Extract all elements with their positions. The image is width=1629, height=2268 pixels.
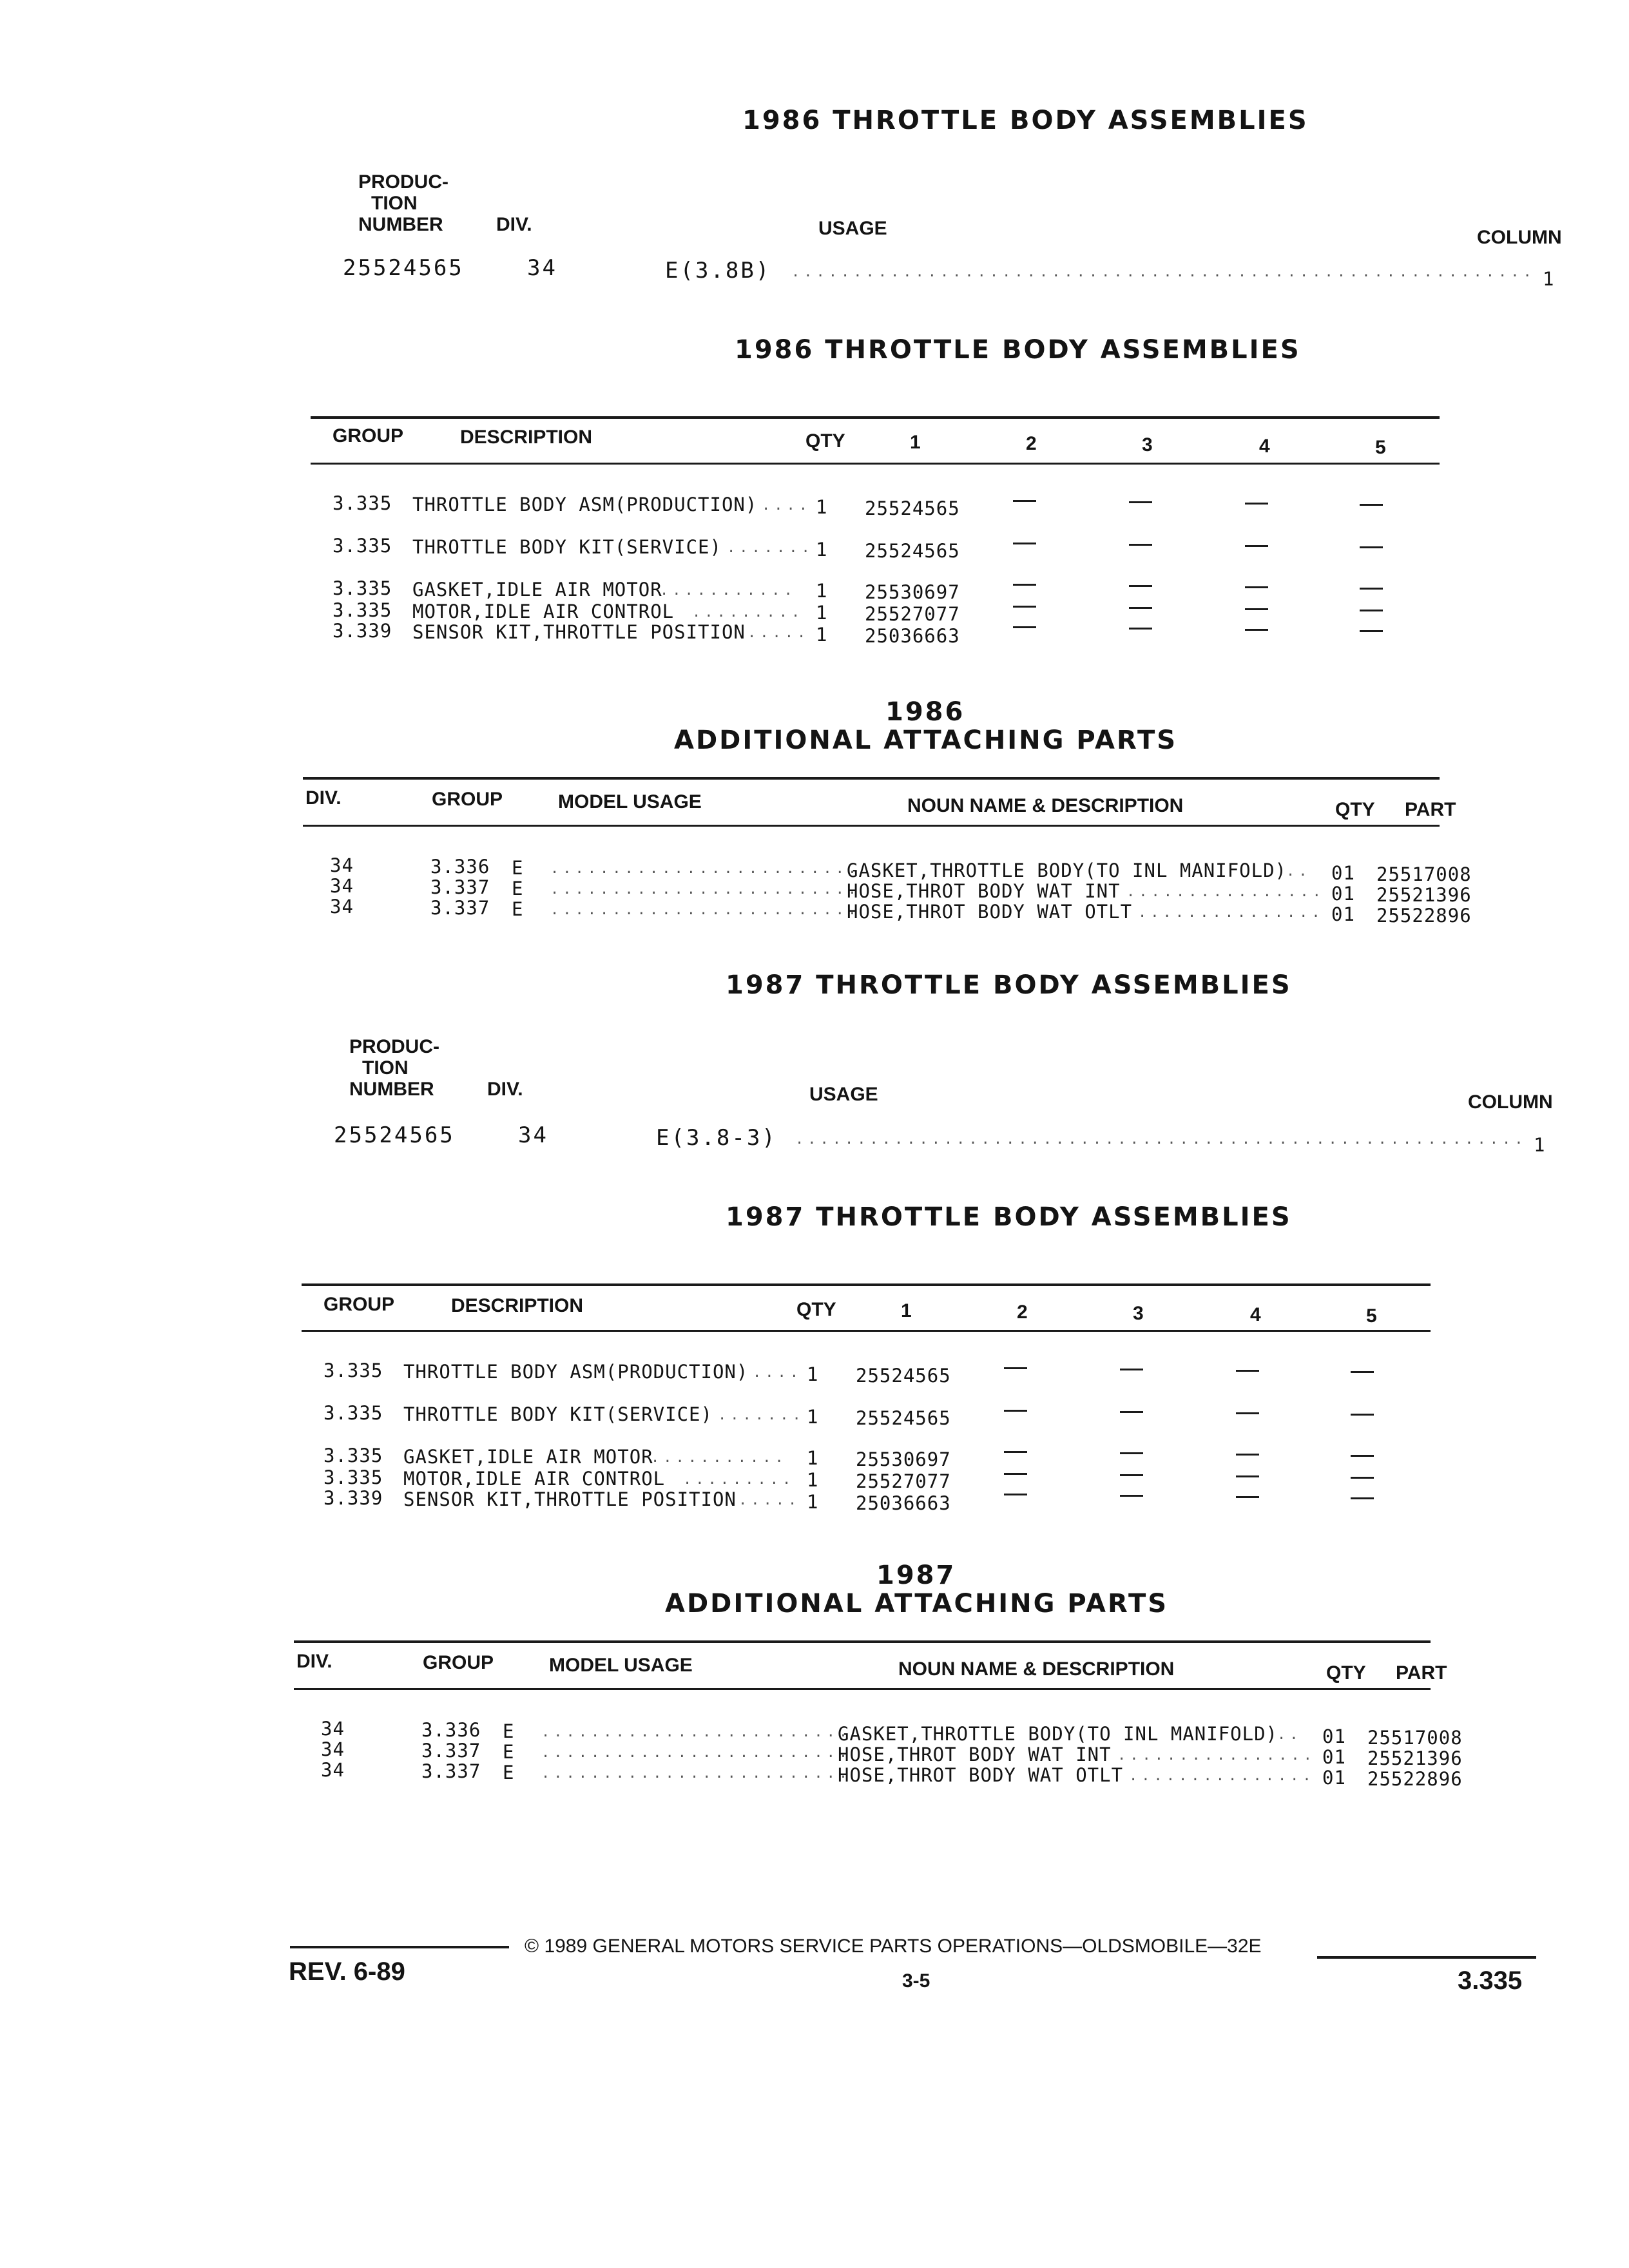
empty-cell-dash (1245, 586, 1268, 588)
qty-header: QTY (796, 1299, 836, 1320)
table-row-group: 3.335 (323, 1445, 383, 1466)
table-row-part: 25036663 (856, 1492, 951, 1514)
empty-cell-dash (1013, 500, 1036, 502)
column-5-header: 5 (1366, 1305, 1377, 1327)
table-row-noun: GASKET,THROTTLE BODY(TO INL MANIFOLD) (847, 860, 1287, 881)
table-row-description: THROTTLE BODY ASM(PRODUCTION) (412, 494, 758, 515)
empty-cell-dash (1013, 626, 1036, 628)
dot-leader: ..... (747, 625, 810, 641)
table-row-description: THROTTLE BODY ASM(PRODUCTION) (403, 1361, 749, 1383)
empty-cell-dash (1245, 608, 1268, 610)
production-column-1987: 1 (1534, 1134, 1546, 1156)
column-3-header: 3 (1142, 434, 1153, 456)
empty-cell-dash (1360, 546, 1383, 548)
column-4-header: 4 (1250, 1304, 1261, 1325)
table-row-qty: 01 (1322, 1725, 1346, 1747)
table-row-qty: 01 (1331, 862, 1355, 884)
table-row-description: SENSOR KIT,THROTTLE POSITION (412, 621, 746, 643)
empty-cell-dash (1236, 1370, 1259, 1372)
section-number: 3.335 (1458, 1966, 1523, 1995)
empty-cell-dash (1129, 628, 1152, 629)
empty-cell-dash (1120, 1411, 1143, 1413)
table-row-group: 3.335 (333, 535, 392, 557)
empty-cell-dash (1120, 1495, 1143, 1497)
table-row-group: 3.336 (421, 1719, 481, 1741)
additional-title-1986: ADDITIONAL ATTACHING PARTS (674, 726, 1178, 755)
additional-title-1987: ADDITIONAL ATTACHING PARTS (665, 1589, 1169, 1619)
table-rule-top (303, 777, 1440, 780)
dot-leader: ........... (651, 1450, 787, 1466)
table-row-part: 25517008 (1376, 863, 1472, 885)
div-header-1986: DIV. (496, 214, 532, 235)
table-row-part: 25521396 (1367, 1747, 1463, 1769)
empty-cell-dash (1129, 544, 1152, 546)
dot-leader: ............................................................ (791, 264, 1536, 280)
table-row-description: GASKET,IDLE AIR MOTOR (412, 579, 662, 601)
group-header: GROUP (323, 1294, 395, 1315)
table-row-usage: E (512, 857, 524, 879)
table-rule-header (311, 463, 1440, 465)
dot-leader: ............... (1138, 905, 1324, 921)
empty-cell-dash (1236, 1454, 1259, 1456)
table-row-usage: E (512, 878, 524, 899)
section-title-1987-assemblies: 1987 THROTTLE BODY ASSEMBLIES (726, 1202, 1292, 1232)
dot-leader: ......................... (541, 1724, 852, 1740)
part-header: PART (1405, 799, 1456, 820)
empty-cell-dash (1236, 1412, 1259, 1414)
group-header: GROUP (432, 789, 503, 810)
table-row-description: THROTTLE BODY KIT(SERVICE) (403, 1403, 713, 1425)
empty-cell-dash (1129, 585, 1152, 587)
dot-leader: ......................... (541, 1765, 852, 1782)
table-row-div: 34 (321, 1759, 345, 1781)
empty-cell-dash (1004, 1410, 1027, 1412)
div-header: DIV. (296, 1651, 333, 1672)
table-row-usage: E (503, 1720, 515, 1742)
empty-cell-dash (1129, 607, 1152, 609)
dot-leader: ............... (1129, 1768, 1315, 1784)
dot-leader: ....... (718, 1407, 805, 1423)
table-row-qty: 1 (816, 539, 828, 561)
empty-cell-dash (1351, 1455, 1374, 1457)
table-row-part: 25524565 (865, 497, 960, 519)
column-2-header: 2 (1026, 433, 1037, 454)
column-1-header: 1 (910, 432, 921, 453)
dot-leader: ....... (727, 540, 814, 556)
table-rule-top (302, 1283, 1431, 1286)
table-row-noun: HOSE,THROT BODY WAT OTLT (838, 1764, 1124, 1786)
dot-leader: ......................... (550, 902, 861, 918)
table-row-description: MOTOR,IDLE AIR CONTROL (403, 1468, 666, 1490)
column-header-1986: COLUMN (1477, 227, 1562, 248)
production-number-header-1986 (358, 171, 448, 235)
section-title-1986-assemblies: 1986 THROTTLE BODY ASSEMBLIES (735, 335, 1301, 365)
usage-header-1987: USAGE (809, 1084, 878, 1105)
table-row-qty: 1 (816, 580, 828, 602)
noun-header: NOUN NAME & DESCRIPTION (898, 1658, 1175, 1680)
dot-leader: ................ (1117, 1747, 1316, 1763)
empty-cell-dash (1360, 588, 1383, 590)
empty-cell-dash (1351, 1414, 1374, 1416)
table-row-part: 25517008 (1367, 1727, 1463, 1749)
empty-cell-dash (1004, 1451, 1027, 1453)
production-number-header-1987 (349, 1036, 439, 1100)
table-row-qty: 1 (816, 624, 828, 646)
column-2-header: 2 (1017, 1302, 1028, 1323)
table-row-description: MOTOR,IDLE AIR CONTROL (412, 601, 675, 622)
model-usage-header: MODEL USAGE (558, 791, 702, 812)
table-row-div: 34 (321, 1738, 345, 1760)
table-row-group: 3.335 (323, 1466, 383, 1488)
table-row-part: 25530697 (865, 581, 960, 603)
empty-cell-dash (1129, 501, 1152, 503)
table-row-part: 25527077 (856, 1470, 951, 1492)
empty-cell-dash (1236, 1475, 1259, 1477)
table-rule-header (294, 1688, 1431, 1690)
empty-cell-dash (1245, 545, 1268, 547)
table-row-usage: E (503, 1762, 515, 1783)
table-row-group: 3.339 (333, 620, 392, 642)
table-row-group: 3.335 (323, 1402, 383, 1424)
empty-cell-dash (1360, 630, 1383, 632)
qty-header: QTY (1335, 799, 1375, 820)
section-title-1987-production: 1987 THROTTLE BODY ASSEMBLIES (726, 970, 1292, 1000)
table-row-part: 25522896 (1367, 1768, 1463, 1790)
dot-leader: ........................................................... (795, 1131, 1527, 1148)
table-row-group: 3.336 (430, 856, 490, 878)
dot-leader: .... (753, 1365, 802, 1381)
table-row-div: 34 (330, 854, 354, 876)
table-row-qty: 1 (816, 496, 828, 518)
dot-leader: .. (1277, 1727, 1302, 1743)
table-row-usage: E (512, 898, 524, 920)
qty-header: QTY (805, 430, 845, 452)
table-row-group: 3.337 (430, 876, 490, 898)
table-row-part: 25036663 (865, 625, 960, 647)
header-line: NUMBER (358, 214, 443, 235)
production-column-1986: 1 (1543, 268, 1555, 290)
group-header: GROUP (423, 1652, 494, 1673)
noun-header: NOUN NAME & DESCRIPTION (907, 795, 1184, 816)
production-div-1987: 34 (518, 1122, 548, 1148)
header-line: NUMBER (349, 1079, 434, 1100)
div-header: DIV. (305, 787, 342, 809)
column-3-header: 3 (1133, 1303, 1144, 1324)
table-row-qty: 01 (1322, 1767, 1346, 1789)
table-row-group: 3.335 (333, 492, 392, 514)
copyright-line: © 1989 GENERAL MOTORS SERVICE PARTS OPERATIONS—OLDSMOBILE—32E (525, 1936, 1262, 1957)
dot-leader: ......................... (550, 881, 861, 898)
dot-leader: ..... (738, 1492, 801, 1508)
empty-cell-dash (1120, 1369, 1143, 1370)
table-row-group: 3.337 (430, 897, 490, 919)
dot-leader: ........... (660, 582, 796, 599)
empty-cell-dash (1004, 1367, 1027, 1369)
header-line: TION (371, 193, 418, 214)
table-rule-header (303, 825, 1440, 827)
qty-header: QTY (1326, 1662, 1366, 1684)
dot-leader: ......... (683, 1472, 795, 1488)
empty-cell-dash (1351, 1477, 1374, 1479)
model-usage-header: MODEL USAGE (549, 1655, 693, 1676)
table-row-part: 25524565 (856, 1407, 951, 1429)
dot-leader: ......................... (550, 861, 861, 877)
additional-year-1986: 1986 (885, 697, 965, 727)
production-div-1986: 34 (527, 255, 557, 281)
table-row-part: 25522896 (1376, 905, 1472, 927)
table-row-part: 25527077 (865, 603, 960, 625)
empty-cell-dash (1245, 503, 1268, 505)
production-usage-1987: E(3.8-3) (656, 1125, 777, 1151)
dot-leader: ......................... (541, 1745, 852, 1761)
table-row-group: 3.335 (333, 577, 392, 599)
table-row-group: 3.335 (333, 599, 392, 621)
table-row-qty: 1 (807, 1406, 819, 1428)
table-row-div: 34 (330, 875, 354, 897)
description-header: DESCRIPTION (460, 427, 593, 448)
empty-cell-dash (1120, 1452, 1143, 1454)
part-header: PART (1396, 1662, 1447, 1684)
table-row-qty: 1 (807, 1491, 819, 1513)
table-rule-top (294, 1640, 1431, 1643)
revision-label: REV. 6-89 (289, 1957, 405, 1986)
table-row-group: 3.337 (421, 1760, 481, 1782)
table-row-noun: HOSE,THROT BODY WAT INT (847, 880, 1121, 902)
group-header: GROUP (333, 425, 404, 447)
dot-leader: ......... (692, 604, 804, 620)
header-line: TION (362, 1057, 409, 1079)
empty-cell-dash (1120, 1474, 1143, 1476)
table-row-div: 34 (321, 1718, 345, 1740)
column-4-header: 4 (1259, 436, 1270, 457)
table-row-description: THROTTLE BODY KIT(SERVICE) (412, 536, 722, 558)
empty-cell-dash (1360, 504, 1383, 506)
empty-cell-dash (1004, 1473, 1027, 1475)
table-row-part: 25524565 (856, 1365, 951, 1387)
table-row-qty: 1 (807, 1363, 819, 1385)
empty-cell-dash (1245, 629, 1268, 631)
table-row-qty: 01 (1331, 903, 1355, 925)
dot-leader: .... (762, 497, 811, 514)
column-1-header: 1 (901, 1300, 912, 1321)
table-row-qty: 1 (807, 1469, 819, 1491)
dot-leader: ................ (1126, 884, 1325, 900)
table-row-noun: HOSE,THROT BODY WAT INT (838, 1744, 1112, 1765)
production-usage-1986: E(3.8B) (665, 258, 771, 284)
table-row-part: 25521396 (1376, 884, 1472, 906)
empty-cell-dash (1351, 1371, 1374, 1373)
table-rule-header (302, 1330, 1431, 1332)
dot-leader: .. (1286, 863, 1311, 879)
column-5-header: 5 (1375, 437, 1386, 458)
empty-cell-dash (1013, 584, 1036, 586)
table-row-qty: 1 (807, 1447, 819, 1469)
header-line: PRODUC- (358, 171, 448, 193)
additional-year-1987: 1987 (876, 1561, 956, 1590)
table-row-noun: GASKET,THROTTLE BODY(TO INL MANIFOLD) (838, 1723, 1278, 1745)
table-rule-top (311, 416, 1440, 419)
table-row-div: 34 (330, 896, 354, 918)
table-row-usage: E (503, 1741, 515, 1763)
page-number: 3-5 (902, 1970, 930, 1992)
footer-rule-right (1317, 1956, 1536, 1959)
section-title-1986-production: 1986 THROTTLE BODY ASSEMBLIES (742, 106, 1309, 135)
table-row-description: SENSOR KIT,THROTTLE POSITION (403, 1488, 737, 1510)
table-row-group: 3.335 (323, 1360, 383, 1381)
empty-cell-dash (1004, 1494, 1027, 1495)
table-row-group: 3.337 (421, 1740, 481, 1762)
empty-cell-dash (1013, 543, 1036, 544)
table-row-description: GASKET,IDLE AIR MOTOR (403, 1446, 653, 1468)
table-row-part: 25530697 (856, 1448, 951, 1470)
table-row-group: 3.339 (323, 1487, 383, 1509)
empty-cell-dash (1360, 610, 1383, 611)
usage-header-1986: USAGE (818, 218, 887, 239)
production-number-1986: 25524565 (343, 255, 464, 281)
table-row-noun: HOSE,THROT BODY WAT OTLT (847, 901, 1133, 923)
header-line: PRODUC- (349, 1036, 439, 1057)
table-row-qty: 01 (1331, 883, 1355, 905)
column-header-1987: COLUMN (1468, 1091, 1553, 1113)
empty-cell-dash (1351, 1497, 1374, 1499)
empty-cell-dash (1013, 606, 1036, 608)
div-header-1987: DIV. (487, 1079, 523, 1100)
empty-cell-dash (1236, 1496, 1259, 1498)
production-number-1987: 25524565 (334, 1122, 455, 1148)
table-row-part: 25524565 (865, 540, 960, 562)
description-header: DESCRIPTION (451, 1295, 584, 1316)
footer-rule-left (290, 1946, 509, 1948)
table-row-qty: 01 (1322, 1746, 1346, 1768)
table-row-qty: 1 (816, 602, 828, 624)
